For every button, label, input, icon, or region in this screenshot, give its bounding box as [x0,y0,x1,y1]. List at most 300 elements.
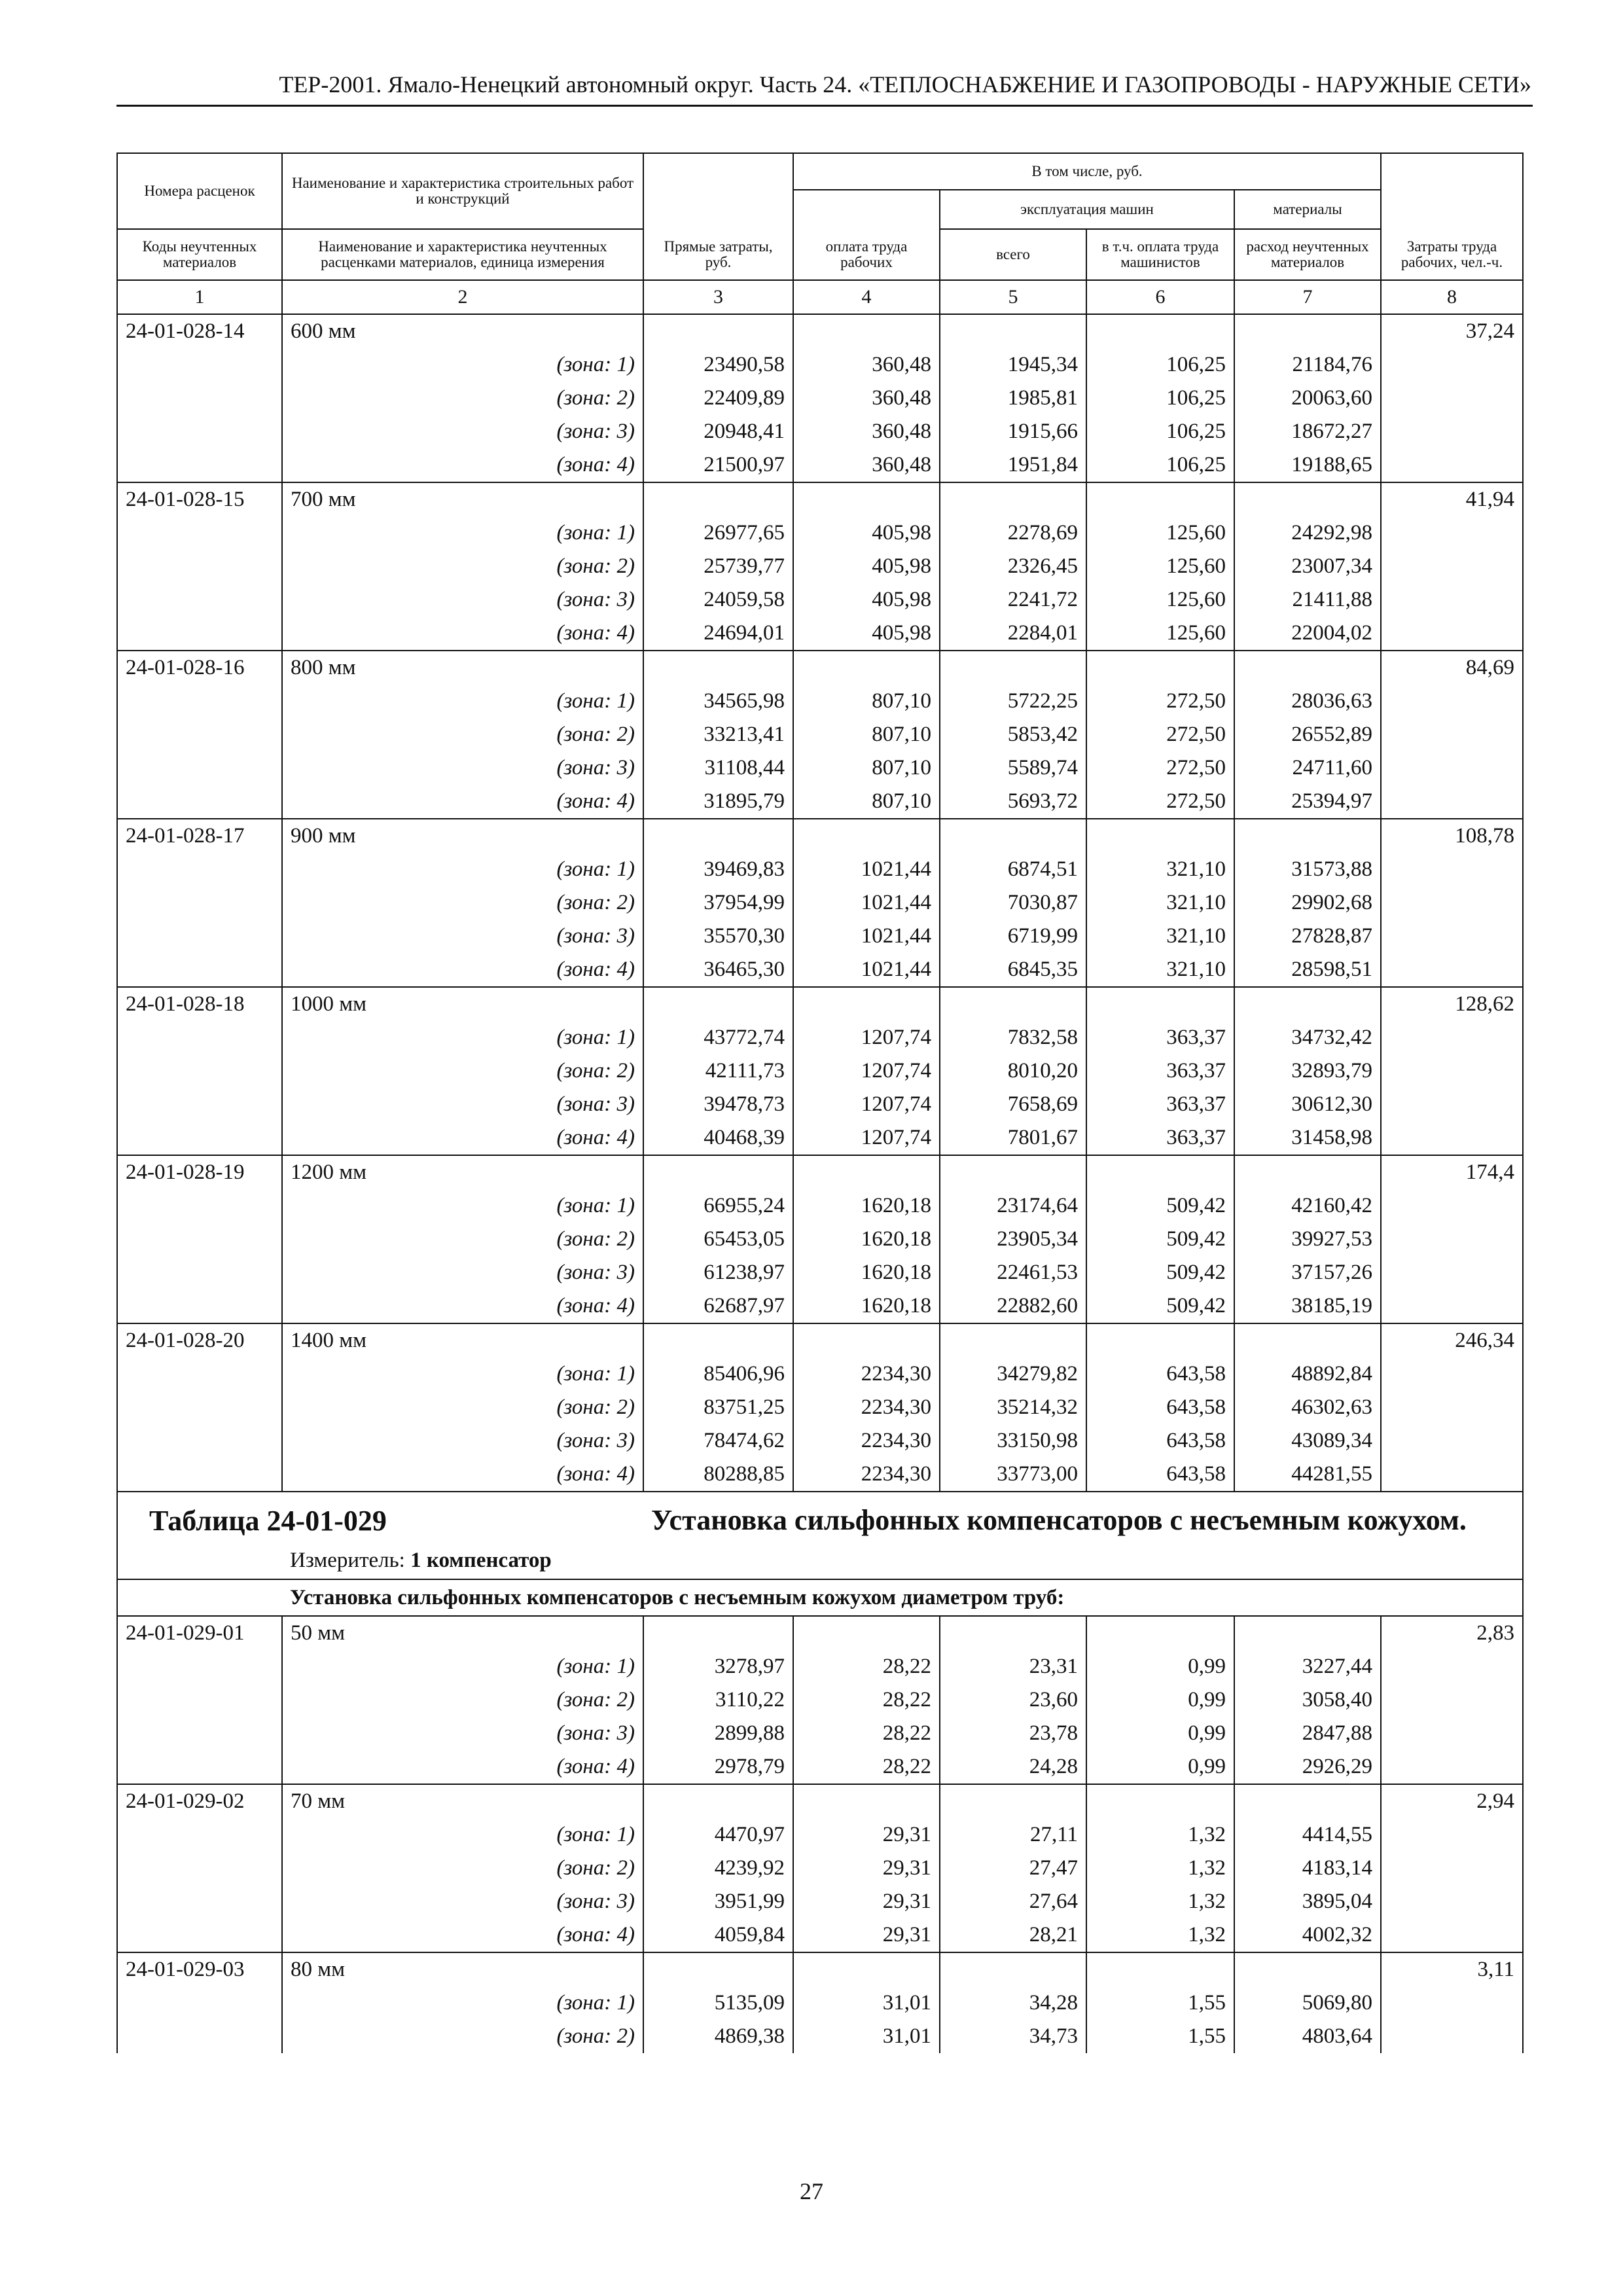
empty-cell [1234,1616,1381,1650]
machines-total: 27,47 [940,1852,1086,1885]
zone-row [117,1918,1523,1952]
header-workers-pay: оплата труда рабочих [793,190,940,280]
workers-pay: 1620,18 [793,1289,940,1323]
item-row [117,1155,1523,1189]
direct-costs: 78474,62 [643,1424,793,1458]
workers-pay: 1207,74 [793,1088,940,1121]
item-code: 24-01-029-01 [117,1616,282,1650]
column-numbers-row [117,280,1523,314]
machinists-pay: 321,10 [1086,886,1234,920]
direct-costs: 20948,41 [643,415,793,448]
zone-row [117,348,1523,382]
zone-row [117,1054,1523,1088]
code-spacer [117,1885,282,1918]
machines-total: 33773,00 [940,1458,1086,1492]
code-spacer [117,1223,282,1256]
code-spacer [117,617,282,651]
direct-costs: 83751,25 [643,1391,793,1424]
empty-cell [793,1784,940,1818]
item-labor: 108,78 [1381,819,1523,853]
labor-spacer [1381,1717,1523,1750]
item-code: 24-01-028-16 [117,651,282,685]
zone-row [117,853,1523,886]
machinists-pay: 509,42 [1086,1289,1234,1323]
materials: 44281,55 [1234,1458,1381,1492]
code-spacer [117,685,282,718]
page-number: 27 [800,2178,823,2204]
zone-row [117,1650,1523,1683]
machines-total: 6874,51 [940,853,1086,886]
code-spacer [117,853,282,886]
zone-label: (зона: 1) [282,853,643,886]
workers-pay: 29,31 [793,1918,940,1952]
workers-pay: 1021,44 [793,853,940,886]
empty-cell [793,1952,940,1986]
column-number: 2 [282,280,643,314]
machinists-pay: 363,37 [1086,1088,1234,1121]
machinists-pay: 125,60 [1086,617,1234,651]
code-spacer [117,1021,282,1054]
zone-label: (зона: 1) [282,1189,643,1223]
empty-cell [1234,1155,1381,1189]
item-name: 900 мм [282,819,643,853]
workers-pay: 29,31 [793,1852,940,1885]
empty-cell [1234,1952,1381,1986]
workers-pay: 360,48 [793,448,940,482]
table-id-text: Таблица 24-01-029 [149,1504,387,1537]
materials: 37157,26 [1234,1256,1381,1289]
code-spacer [117,1054,282,1088]
labor-spacer [1381,1852,1523,1885]
empty-cell [643,482,793,516]
machinists-pay: 1,32 [1086,1918,1234,1952]
empty-cell [643,1952,793,1986]
machines-total: 35214,32 [940,1391,1086,1424]
labor-spacer [1381,1458,1523,1492]
item-row [117,1952,1523,1986]
code-spacer [117,382,282,415]
column-number: 3 [643,280,793,314]
column-number: 5 [940,280,1086,314]
materials: 3058,40 [1234,1683,1381,1717]
item-name: 1400 мм [282,1323,643,1357]
table-header [117,153,1523,314]
zone-label: (зона: 4) [282,785,643,819]
machines-total: 23,78 [940,1717,1086,1750]
labor-spacer [1381,1650,1523,1683]
machinists-pay: 106,25 [1086,348,1234,382]
zone-label: (зона: 3) [282,1885,643,1918]
zone-label: (зона: 3) [282,1088,643,1121]
workers-pay: 405,98 [793,516,940,550]
direct-costs: 66955,24 [643,1189,793,1223]
machines-total: 2278,69 [940,516,1086,550]
direct-costs: 3110,22 [643,1683,793,1717]
code-spacer [117,2020,282,2053]
item-labor: 2,94 [1381,1784,1523,1818]
zone-label: (зона: 2) [282,1683,643,1717]
code-spacer [117,1391,282,1424]
table-title [643,1492,1523,1542]
machines-total: 24,28 [940,1750,1086,1784]
labor-spacer [1381,2020,1523,2053]
header-machines-total: всего [940,229,1086,280]
zone-row [117,1852,1523,1885]
zone-label: (зона: 3) [282,920,643,953]
direct-costs: 35570,30 [643,920,793,953]
item-code: 24-01-028-18 [117,987,282,1021]
materials: 20063,60 [1234,382,1381,415]
code-spacer [117,1256,282,1289]
workers-pay: 807,10 [793,718,940,751]
labor-spacer [1381,718,1523,751]
header-direct-costs: Прямые затраты, руб. [643,153,793,280]
workers-pay: 807,10 [793,785,940,819]
workers-pay: 405,98 [793,583,940,617]
labor-spacer [1381,953,1523,987]
header-name-bottom: Наименование и характеристика неучтенных расценками материалов, единица измерения [282,229,643,280]
code-spacer [117,1189,282,1223]
zone-row [117,1289,1523,1323]
direct-costs: 24059,58 [643,583,793,617]
zone-label: (зона: 1) [282,1986,643,2020]
machines-total: 23,60 [940,1683,1086,1717]
code-spacer [117,448,282,482]
zone-row [117,1683,1523,1717]
item-code: 24-01-029-03 [117,1952,282,1986]
direct-costs: 24694,01 [643,617,793,651]
materials: 25394,97 [1234,785,1381,819]
column-number: 7 [1234,280,1381,314]
item-name: 1200 мм [282,1155,643,1189]
machines-total: 27,64 [940,1885,1086,1918]
zone-row [117,1088,1523,1121]
zone-label: (зона: 2) [282,1391,643,1424]
empty-cell [940,1784,1086,1818]
labor-spacer [1381,448,1523,482]
price-table [116,152,1524,2053]
zone-row [117,1391,1523,1424]
direct-costs: 65453,05 [643,1223,793,1256]
empty-cell [940,651,1086,685]
zone-row [117,1189,1523,1223]
machines-total: 1915,66 [940,415,1086,448]
labor-spacer [1381,685,1523,718]
workers-pay: 28,22 [793,1750,940,1784]
section-24-01-029 [117,1616,1523,2053]
zone-label: (зона: 2) [282,718,643,751]
labor-spacer [1381,1885,1523,1918]
empty-cell [643,651,793,685]
machinists-pay: 643,58 [1086,1357,1234,1391]
workers-pay: 1021,44 [793,886,940,920]
measure-label: Измеритель: [290,1548,405,1572]
empty-cell [940,1155,1086,1189]
direct-costs: 21500,97 [643,448,793,482]
code-spacer [117,1717,282,1750]
machinists-pay: 643,58 [1086,1391,1234,1424]
zone-row [117,583,1523,617]
empty-cell [643,314,793,348]
materials: 27828,87 [1234,920,1381,953]
workers-pay: 1207,74 [793,1054,940,1088]
empty-cell [793,819,940,853]
machinists-pay: 1,55 [1086,2020,1234,2053]
zone-label: (зона: 3) [282,1424,643,1458]
machinists-pay: 509,42 [1086,1223,1234,1256]
labor-spacer [1381,1986,1523,2020]
empty-cell [1086,987,1234,1021]
item-row [117,819,1523,853]
direct-costs: 4239,92 [643,1852,793,1885]
zone-row [117,550,1523,583]
empty-cell [793,1155,940,1189]
item-labor: 84,69 [1381,651,1523,685]
zone-label: (зона: 4) [282,1289,643,1323]
item-row [117,1323,1523,1357]
item-labor: 3,11 [1381,1952,1523,1986]
machines-total: 6719,99 [940,920,1086,953]
machines-total: 27,11 [940,1818,1086,1852]
materials: 5069,80 [1234,1986,1381,2020]
empty-cell [1086,482,1234,516]
labor-spacer [1381,1223,1523,1256]
empty-cell [1086,1952,1234,1986]
code-spacer [117,1852,282,1885]
empty-cell [1086,1323,1234,1357]
code-spacer [117,1458,282,1492]
empty-cell [1234,651,1381,685]
direct-costs: 22409,89 [643,382,793,415]
zone-row [117,1021,1523,1054]
code-spacer [117,1750,282,1784]
zone-label: (зона: 3) [282,583,643,617]
machines-total: 2284,01 [940,617,1086,651]
header-name-top: Наименование и характеристика строительных работ и конструкций [282,153,643,229]
workers-pay: 1207,74 [793,1121,940,1155]
zone-label: (зона: 2) [282,1054,643,1088]
materials: 26552,89 [1234,718,1381,751]
item-name: 600 мм [282,314,643,348]
zone-label: (зона: 3) [282,415,643,448]
workers-pay: 360,48 [793,348,940,382]
item-row [117,1616,1523,1650]
empty-cell [940,819,1086,853]
zone-row [117,516,1523,550]
materials: 29902,68 [1234,886,1381,920]
materials: 30612,30 [1234,1088,1381,1121]
code-spacer [117,1424,282,1458]
workers-pay: 28,22 [793,1683,940,1717]
machinists-pay: 106,25 [1086,448,1234,482]
materials: 24711,60 [1234,751,1381,785]
direct-costs: 61238,97 [643,1256,793,1289]
materials: 46302,63 [1234,1391,1381,1424]
header-rule [116,105,1533,107]
item-labor: 37,24 [1381,314,1523,348]
materials: 22004,02 [1234,617,1381,651]
machines-total: 7801,67 [940,1121,1086,1155]
code-spacer [117,718,282,751]
machines-total: 2241,72 [940,583,1086,617]
measure-line [282,1542,1523,1579]
empty-cell [1234,1784,1381,1818]
zone-label: (зона: 4) [282,448,643,482]
code-spacer [117,1986,282,2020]
zone-label: (зона: 4) [282,617,643,651]
workers-pay: 405,98 [793,550,940,583]
zone-row [117,685,1523,718]
machines-total: 23174,64 [940,1189,1086,1223]
labor-spacer [1381,1683,1523,1717]
empty-cell [1234,482,1381,516]
direct-costs: 31108,44 [643,751,793,785]
column-number: 6 [1086,280,1234,314]
labor-spacer [1381,1391,1523,1424]
header-code-bottom: Коды неучтенных материалов [117,229,282,280]
workers-pay: 405,98 [793,617,940,651]
code-spacer [117,1683,282,1717]
column-number: 4 [793,280,940,314]
materials: 4002,32 [1234,1918,1381,1952]
direct-costs: 4869,38 [643,2020,793,2053]
direct-costs: 23490,58 [643,348,793,382]
workers-pay: 2234,30 [793,1458,940,1492]
code-spacer [117,1818,282,1852]
labor-spacer [1381,1189,1523,1223]
zone-label: (зона: 2) [282,886,643,920]
zone-label: (зона: 3) [282,751,643,785]
empty-cell [793,1616,940,1650]
machines-total: 6845,35 [940,953,1086,987]
materials: 4414,55 [1234,1818,1381,1852]
machinists-pay: 0,99 [1086,1717,1234,1750]
zone-label: (зона: 1) [282,685,643,718]
zone-row [117,1750,1523,1784]
page-header: ТЕР-2001. Ямало-Ненецкий автономный округ. Часть 24. «ТЕПЛОСНАБЖЕНИЕ И ГАЗОПРОВОДЫ - НАРУЖНЫЕ СЕТИ» [279,71,1531,98]
direct-costs: 2899,88 [643,1717,793,1750]
labor-spacer [1381,516,1523,550]
machinists-pay: 272,50 [1086,785,1234,819]
subheading: Установка сильфонных компенсаторов с несъемным кожухом диаметром труб: [282,1579,1523,1616]
materials: 24292,98 [1234,516,1381,550]
workers-pay: 29,31 [793,1818,940,1852]
header-code-top: Номера расценок [117,153,282,229]
materials: 31573,88 [1234,853,1381,886]
code-spacer [117,1650,282,1683]
direct-costs: 5135,09 [643,1986,793,2020]
empty-cell [940,482,1086,516]
machines-total: 1945,34 [940,348,1086,382]
zone-row [117,920,1523,953]
code-spacer [117,751,282,785]
direct-costs: 26977,65 [643,516,793,550]
machinists-pay: 321,10 [1086,920,1234,953]
machinists-pay: 125,60 [1086,583,1234,617]
materials: 3895,04 [1234,1885,1381,1918]
section-24-01-028 [117,314,1523,1492]
machines-total: 34279,82 [940,1357,1086,1391]
materials: 21184,76 [1234,348,1381,382]
item-name: 1000 мм [282,987,643,1021]
code-spacer [117,415,282,448]
header-machinists-pay: в т.ч. оплата труда машинистов [1086,229,1234,280]
empty-cell [793,651,940,685]
zone-label: (зона: 4) [282,1458,643,1492]
workers-pay: 360,48 [793,415,940,448]
header-materials-consumption: расход неучтенных материалов [1234,229,1381,280]
zone-row [117,448,1523,482]
code-spacer [117,516,282,550]
materials: 4803,64 [1234,2020,1381,2053]
direct-costs: 42111,73 [643,1054,793,1088]
item-labor: 174,4 [1381,1155,1523,1189]
empty-cell [1086,1616,1234,1650]
materials: 23007,34 [1234,550,1381,583]
machinists-pay: 0,99 [1086,1650,1234,1683]
workers-pay: 1021,44 [793,953,940,987]
machines-total: 28,21 [940,1918,1086,1952]
machines-total: 5722,25 [940,685,1086,718]
empty-cell [940,314,1086,348]
direct-costs: 3951,99 [643,1885,793,1918]
empty-cell [1086,314,1234,348]
machines-total: 7832,58 [940,1021,1086,1054]
empty-cell [1234,987,1381,1021]
item-code: 24-01-028-19 [117,1155,282,1189]
materials: 2847,88 [1234,1717,1381,1750]
workers-pay: 1207,74 [793,1021,940,1054]
zone-row [117,1256,1523,1289]
measure-value: 1 компенсатор [410,1548,552,1572]
machinists-pay: 125,60 [1086,516,1234,550]
empty-cell [643,1155,793,1189]
machinists-pay: 272,50 [1086,751,1234,785]
machinists-pay: 106,25 [1086,382,1234,415]
item-name: 700 мм [282,482,643,516]
header-labor: Затраты труда рабочих, чел.-ч. [1381,153,1523,280]
machinists-pay: 509,42 [1086,1256,1234,1289]
empty-cell [1086,1784,1234,1818]
header-materials: материалы [1234,190,1381,229]
zone-label: (зона: 2) [282,1223,643,1256]
workers-pay: 31,01 [793,2020,940,2053]
machines-total: 23905,34 [940,1223,1086,1256]
item-code: 24-01-029-02 [117,1784,282,1818]
machinists-pay: 1,32 [1086,1885,1234,1918]
measure-spacer [117,1542,282,1579]
empty-cell [643,819,793,853]
zone-label: (зона: 2) [282,382,643,415]
zone-row [117,785,1523,819]
labor-spacer [1381,583,1523,617]
zone-row [117,382,1523,415]
materials: 4183,14 [1234,1852,1381,1885]
zone-label: (зона: 3) [282,1256,643,1289]
machinists-pay: 1,32 [1086,1852,1234,1885]
workers-pay: 807,10 [793,751,940,785]
header-machines: эксплуатация машин [940,190,1234,229]
item-name: 80 мм [282,1952,643,1986]
labor-spacer [1381,751,1523,785]
direct-costs: 3278,97 [643,1650,793,1683]
item-row [117,651,1523,685]
workers-pay: 1620,18 [793,1256,940,1289]
table-id [117,1492,643,1542]
item-name: 800 мм [282,651,643,685]
machinists-pay: 272,50 [1086,718,1234,751]
item-labor: 2,83 [1381,1616,1523,1650]
